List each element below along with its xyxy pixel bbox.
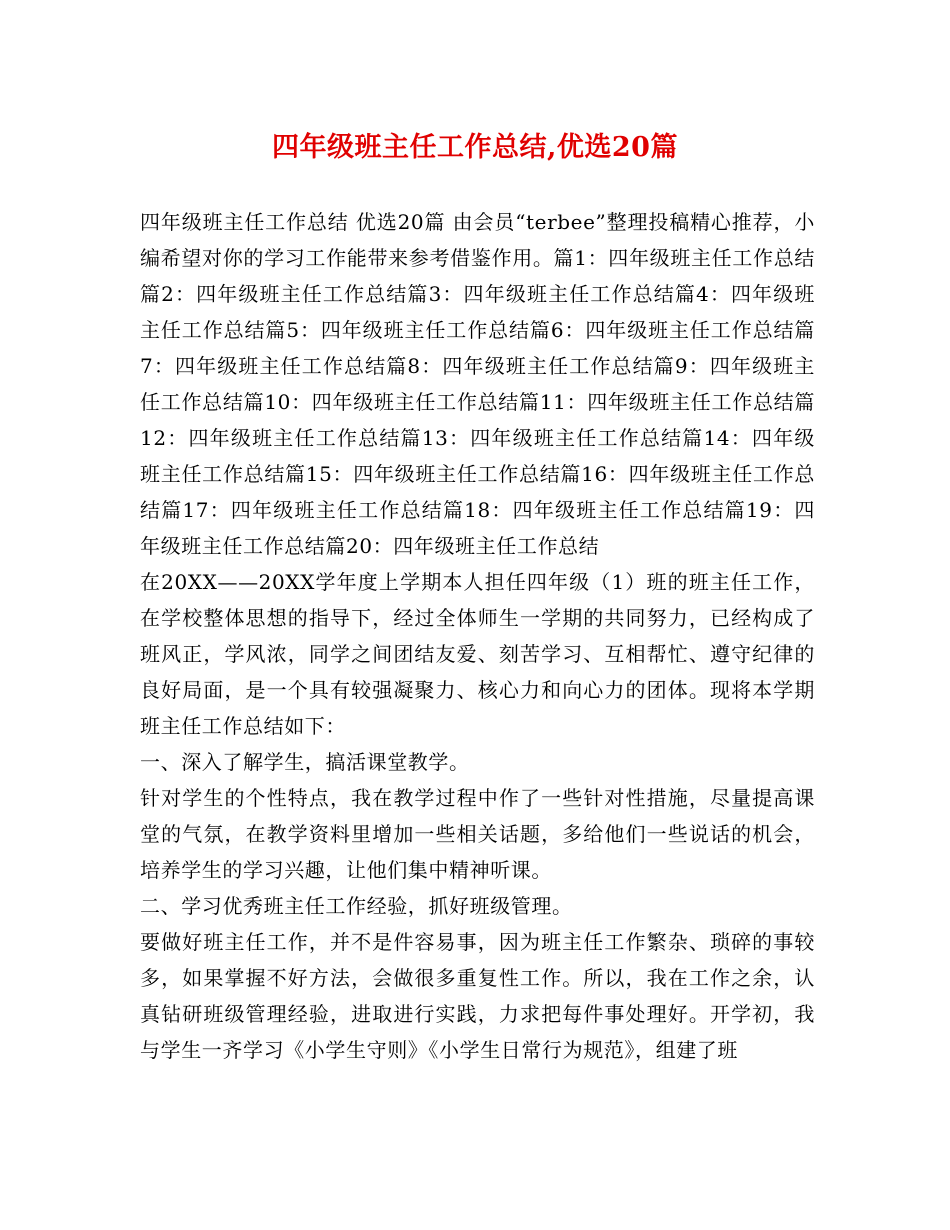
document-body [140, 204, 815, 1068]
section-heading-1: 一、深入了解学生，搞活课堂教学。 [140, 750, 470, 774]
intro-paragraph: 四年级班主任工作总结 优选20篇 由会员“terbee”整理投稿精心推荐，小编希望对你的学习工作能带来参考借鉴作用。篇1：四年级班主任工作总结篇2：四年级班主任工作总结篇3：四年级班主任工作总结篇4：四年级班主任工作总结篇5：四年级班主任工作总结篇6：四年级班主任工作总结篇7：四年级班主任工作总结篇8：四年级班主任工作总结篇9：四年级班主任工作总结篇10：四年级班主任工作总结篇11：四年级班主任工作总结篇12：四年级班主任工作总结篇13：四年级班主任工作总结篇14：四年级班主任工作总结篇15：四年级班主任工作总结篇16：四年级班主任工作总结篇17：四年级班主任工作总结篇18：四年级班主任工作总结篇19：四年级班主任工作总结篇20：四年级班主任工作总结 [140, 210, 815, 558]
section-paragraph-1: 针对学生的个性特点，我在教学过程中作了一些针对性措施，尽量提高课堂的气氛，在教学资料里增加一些相关话题，多给他们一些说话的机会，培养学生的学习兴趣，让他们集中精神听课。 [140, 786, 815, 882]
section-paragraph-2: 要做好班主任工作，并不是件容易事，因为班主任工作繁杂、琐碎的事较多，如果掌握不好方法，会做很多重复性工作。所以，我在工作之余，认真钻研班级管理经验，进取进行实践，力求把每件事处理好。开学初，我与学生一齐学习《小学生守则》《小学生日常行为规范》，组建了班 [140, 930, 815, 1062]
page-title: 四年级班主任工作总结,优选20篇 [272, 132, 678, 163]
opening-paragraph: 在20XX——20XX学年度上学期本人担任四年级（1）班的班主任工作，在学校整体思想的指导下，经过全体师生一学期的共同努力，已经构成了班风正，学风浓，同学之间团结友爱、刻苦学习、互相帮忙、遵守纪律的良好局面，是一个具有较强凝聚力、核心力和向心力的团体。现将本学期班主任工作总结如下： [140, 570, 815, 738]
section-heading-2: 二、学习优秀班主任工作经验，抓好班级管理。 [140, 894, 573, 918]
